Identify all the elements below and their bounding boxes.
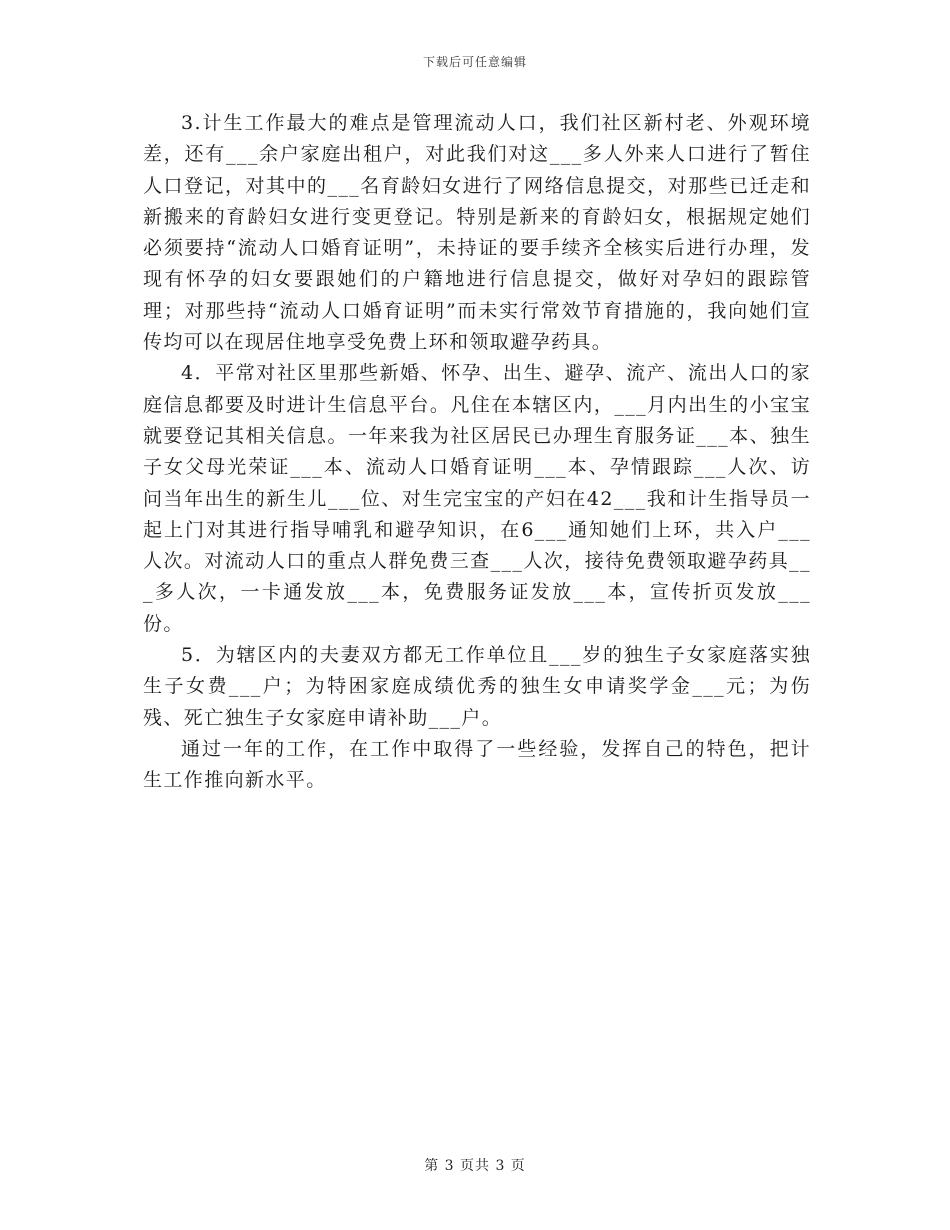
paragraph-item-4: 4．平常对社区里那些新婚、怀孕、出生、避孕、流产、流出人口的家庭信息都要及时进计生信息平台。凡住在本辖区内，___月内出生的小宝宝就要登记其相关信息。一年来我为社区居民已办理生育服务证___本、独生子女父母光荣证___本、流动人口婚育证明___本、孕情跟踪___人次、访问当年出生的新生儿___位、对生完宝宝的产妇在42___我和计生指导员一起上门对其进行指导哺乳和避孕知识，在6___通知她们上环，共入户___人次。对流动人口的重点人群免费三查___人次，接待免费领取避孕药具___多人次，一卡通发放___本，免费服务证发放___本，宣传折页发放___份。 (143, 362, 811, 635)
paragraph-item-3: 3.计生工作最大的难点是管理流动人口，我们社区新村老、外观环境差，还有___余户家庭出租户，对此我们对这___多人外来人口进行了暂住人口登记，对其中的___名育龄妇女进行了网络信息提交，对那些已迁走和新搬来的育龄妇女进行变更登记。特别是新来的育龄妇女，根据规定她们必须要持“流动人口婚育证明”，未持证的要手续齐全核实后进行办理，发现有怀孕的妇女要跟她们的户籍地进行信息提交，做好对孕妇的跟踪管理；对那些持“流动人口婚育证明”而未实行常效节育措施的，我向她们宣传均可以在现居住地享受免费上环和领取避孕药具。 (143, 112, 811, 354)
document-body (143, 108, 811, 797)
page-header: 下载后可任意编辑 (422, 55, 527, 69)
paragraph-conclusion: 通过一年的工作，在工作中取得了一些经验，发挥自己的特色，把计生工作推向新水平。 (143, 737, 811, 792)
paragraph-item-5: 5．为辖区内的夫妻双方都无工作单位且___岁的独生子女家庭落实独生子女费___户；为特困家庭成绩优秀的独生女申请奖学金___元；为伤残、死亡独生子女家庭申请补助___户。 (143, 644, 811, 729)
page-footer: 第 3 页共 3 页 (424, 1158, 526, 1174)
